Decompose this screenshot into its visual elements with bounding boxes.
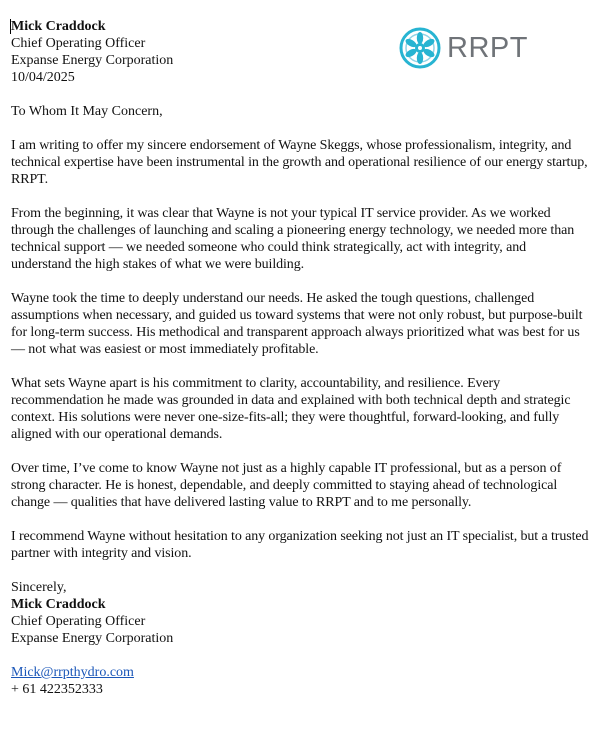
closing-company: Expanse Energy Corporation — [11, 631, 174, 646]
phone-number: + 61 422352333 — [11, 682, 103, 697]
email-link[interactable]: Mick@rrpthydro.com — [11, 665, 134, 680]
contact-block — [11, 664, 589, 698]
paragraph-5: Over time, I’ve come to know Wayne not just as a highly capable IT professional, but as a person of strong character. He is honest, dependable, and deeply committed to staying ahead of technological change — qualities that have delivered lasting value to RRPT and to me personally. — [11, 461, 562, 510]
logo-wordmark: RRPT — [447, 32, 528, 64]
paragraph-3: Wayne took the time to deeply understand our needs. He asked the tough questions, challenged assumptions when necessary, and guided us toward systems that were not only robust, but purpose-built for long-term success. His methodical and transparent approach always prioritized what was best for us — not what was easiest or most immediately profitable. — [11, 291, 583, 357]
sender-name: Mick Craddock — [11, 19, 106, 34]
letter-body — [11, 18, 589, 698]
letter-date: 10/04/2025 — [11, 70, 75, 85]
paragraph-2: From the beginning, it was clear that Wayne is not your typical IT service provider. As we worked through the challenges of launching and scaling a pioneering energy technology, we needed more than technical support — we needed someone who could think strategically, act with integrity, and understand the high stakes of what we were building. — [11, 206, 575, 272]
paragraph-1: I am writing to offer my sincere endorsement of Wayne Skeggs, whose professionalism, integrity, and technical expertise have been instrumental in the growth and operational resilience of our energy startup, RRPT. — [11, 138, 588, 187]
sender-title: Chief Operating Officer — [11, 36, 146, 51]
closing-salutation: Sincerely, — [11, 580, 67, 595]
paragraph-6: I recommend Wayne without hesitation to any organization seeking not just an IT specialist, but a trusted partner with integrity and vision. — [11, 529, 589, 561]
greeting: To Whom It May Concern, — [11, 104, 163, 119]
paragraph-4: What sets Wayne apart is his commitment to clarity, accountability, and resilience. Every recommendation he made was grounded in data and explained with both technical depth and strategic context. His solutions were never one-size-fits-all; they were thoughtful, forward-looking, and fully aligned with our operational demands. — [11, 376, 571, 442]
sender-company: Expanse Energy Corporation — [11, 53, 174, 68]
closing-block — [11, 579, 589, 647]
closing-title: Chief Operating Officer — [11, 614, 146, 629]
closing-name: Mick Craddock — [11, 597, 106, 612]
sender-block — [11, 18, 589, 86]
